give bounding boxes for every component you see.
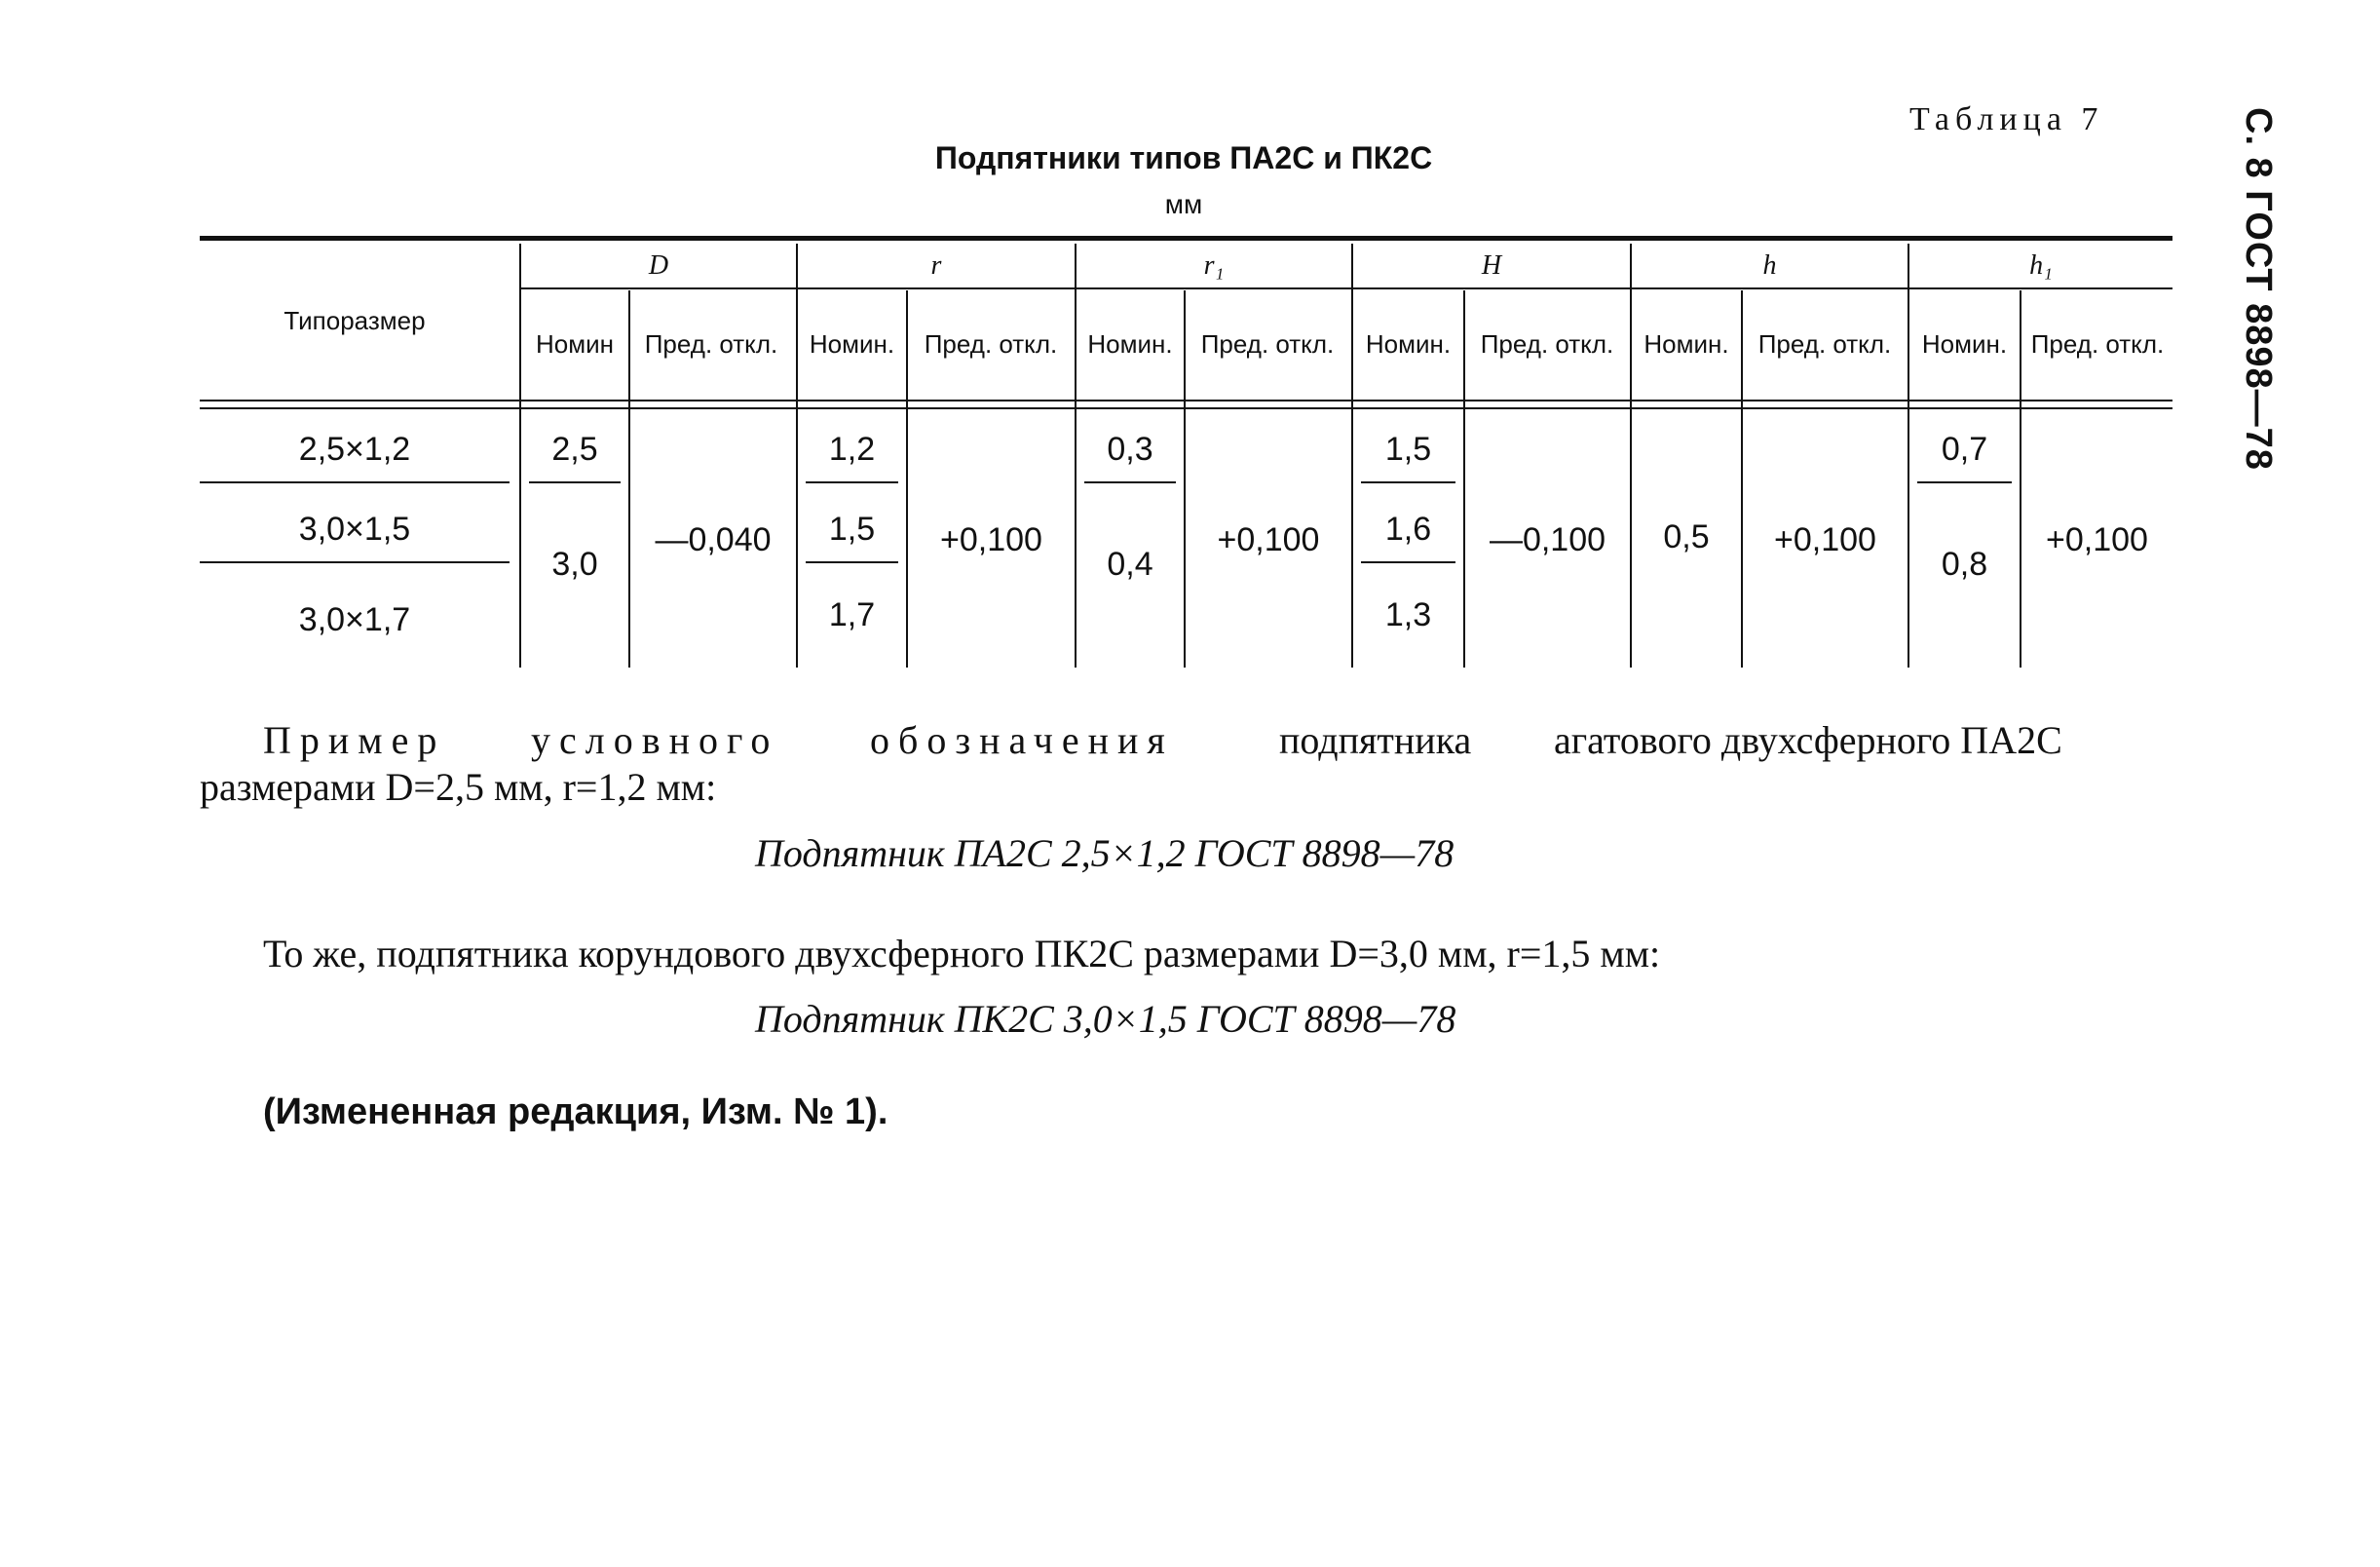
d-nominal-value: 3,0 bbox=[551, 545, 598, 583]
size-cell: 3,0×1,5 bbox=[298, 510, 411, 548]
subcol-rule-r1 bbox=[1184, 290, 1186, 668]
example-word-1: Пример bbox=[263, 718, 446, 762]
row-header-size: Типоразмер bbox=[283, 306, 426, 336]
example-word-2: условного bbox=[531, 718, 779, 762]
h1-nominal-value: 0,7 bbox=[1941, 430, 1988, 468]
group-header-h-lower: h bbox=[1762, 249, 1777, 281]
subheader-h-lower-nominal: Номин. bbox=[1643, 329, 1729, 360]
designation-example-1: Подпятник ПА2С 2,5×1,2 ГОСТ 8898—78 bbox=[755, 831, 1454, 875]
header-bottom-rule-1 bbox=[200, 400, 2172, 401]
subheader-h-upper-nominal: Номин. bbox=[1365, 329, 1452, 360]
h-upper-nominal-value: 1,5 bbox=[1384, 430, 1432, 468]
size-cell: 2,5×1,2 bbox=[298, 430, 411, 468]
subheader-r1-nominal: Номин. bbox=[1087, 329, 1173, 360]
r1-nominal-value: 0,3 bbox=[1107, 430, 1153, 468]
subheader-r-nominal: Номин. bbox=[809, 329, 895, 360]
h-upper-value-underline-1 bbox=[1361, 481, 1455, 483]
d-tolerance-value: —0,040 bbox=[655, 520, 772, 558]
h1-nominal-value: 0,8 bbox=[1941, 545, 1988, 583]
subcol-rule-h1 bbox=[2020, 290, 2021, 668]
r-value-underline-2 bbox=[806, 561, 898, 563]
group-header-rule bbox=[519, 287, 2172, 289]
table-top-rule bbox=[200, 236, 2172, 241]
group-header-h1: h₁ bbox=[2029, 249, 2053, 281]
h-lower-tolerance-value: +0,100 bbox=[1774, 520, 1876, 558]
size-row-rule-2 bbox=[200, 561, 510, 563]
subheader-r1-tolerance: Пред. откл. bbox=[1200, 329, 1335, 360]
r-tolerance-value: +0,100 bbox=[940, 520, 1042, 558]
subheader-h-lower-tolerance: Пред. откл. bbox=[1757, 329, 1892, 360]
subcol-rule-h-upper bbox=[1463, 290, 1465, 668]
same-paragraph: То же, подпятника корундового двухсферного ПК2С размерами D=3,0 мм, r=1,5 мм: bbox=[263, 932, 1661, 975]
r1-tolerance-value: +0,100 bbox=[1217, 520, 1320, 558]
example-line-2: размерами D=2,5 мм, r=1,2 мм: bbox=[200, 765, 717, 809]
designation-example-2: Подпятник ПК2С 3,0×1,5 ГОСТ 8898—78 bbox=[755, 997, 1456, 1041]
page-header bbox=[2216, 107, 2294, 471]
example-word-5: агатового двухсферного ПА2С bbox=[1554, 718, 2062, 762]
subheader-h-upper-tolerance: Пред. откл. bbox=[1480, 329, 1614, 360]
subheader-r-tolerance: Пред. откл. bbox=[924, 329, 1058, 360]
table-unit: мм bbox=[1164, 189, 1203, 219]
h-lower-nominal-value: 0,5 bbox=[1663, 517, 1710, 555]
page-header-text: С. 8 ГОСТ 8898—78 bbox=[2238, 107, 2279, 471]
group-header-d: D bbox=[648, 249, 669, 281]
r-nominal-value: 1,2 bbox=[828, 430, 876, 468]
d-value-underline bbox=[529, 481, 621, 483]
subheader-h1-tolerance: Пред. откл. bbox=[2030, 329, 2165, 360]
subcol-rule-r bbox=[906, 290, 908, 668]
subheader-h1-nominal: Номин. bbox=[1921, 329, 2008, 360]
subcol-rule-h-lower bbox=[1741, 290, 1743, 668]
subheader-d-tolerance: Пред. откл. bbox=[644, 329, 778, 360]
r1-value-underline bbox=[1084, 481, 1176, 483]
r-nominal-value: 1,7 bbox=[828, 595, 876, 633]
group-header-r1: r₁ bbox=[1203, 249, 1225, 281]
size-cell: 3,0×1,7 bbox=[298, 600, 411, 638]
example-word-3: обозначения bbox=[870, 718, 1174, 762]
h-upper-nominal-value: 1,6 bbox=[1384, 510, 1432, 548]
subcol-rule-d bbox=[628, 290, 630, 668]
group-header-h-upper: H bbox=[1481, 249, 1502, 281]
r-value-underline-1 bbox=[806, 481, 898, 483]
size-row-rule-1 bbox=[200, 481, 510, 483]
h-upper-nominal-value: 1,3 bbox=[1384, 595, 1432, 633]
r-nominal-value: 1,5 bbox=[828, 510, 876, 548]
h-upper-tolerance-value: —0,100 bbox=[1489, 520, 1606, 558]
table-title: Подпятники типов ПА2С и ПК2С bbox=[934, 140, 1433, 175]
revision-note: (Измененная редакция, Изм. № 1). bbox=[263, 1091, 888, 1132]
r1-nominal-value: 0,4 bbox=[1107, 545, 1153, 583]
d-nominal-value: 2,5 bbox=[551, 430, 598, 468]
table-label: Таблица 7 bbox=[1909, 101, 2104, 137]
h1-value-underline bbox=[1917, 481, 2012, 483]
header-bottom-rule-2 bbox=[200, 407, 2172, 409]
subheader-d-nominal: Номин bbox=[536, 329, 614, 360]
group-header-r: r bbox=[930, 249, 942, 281]
example-word-4: подпятника bbox=[1279, 718, 1472, 762]
h1-tolerance-value: +0,100 bbox=[2046, 520, 2148, 558]
h-upper-value-underline-2 bbox=[1361, 561, 1455, 563]
